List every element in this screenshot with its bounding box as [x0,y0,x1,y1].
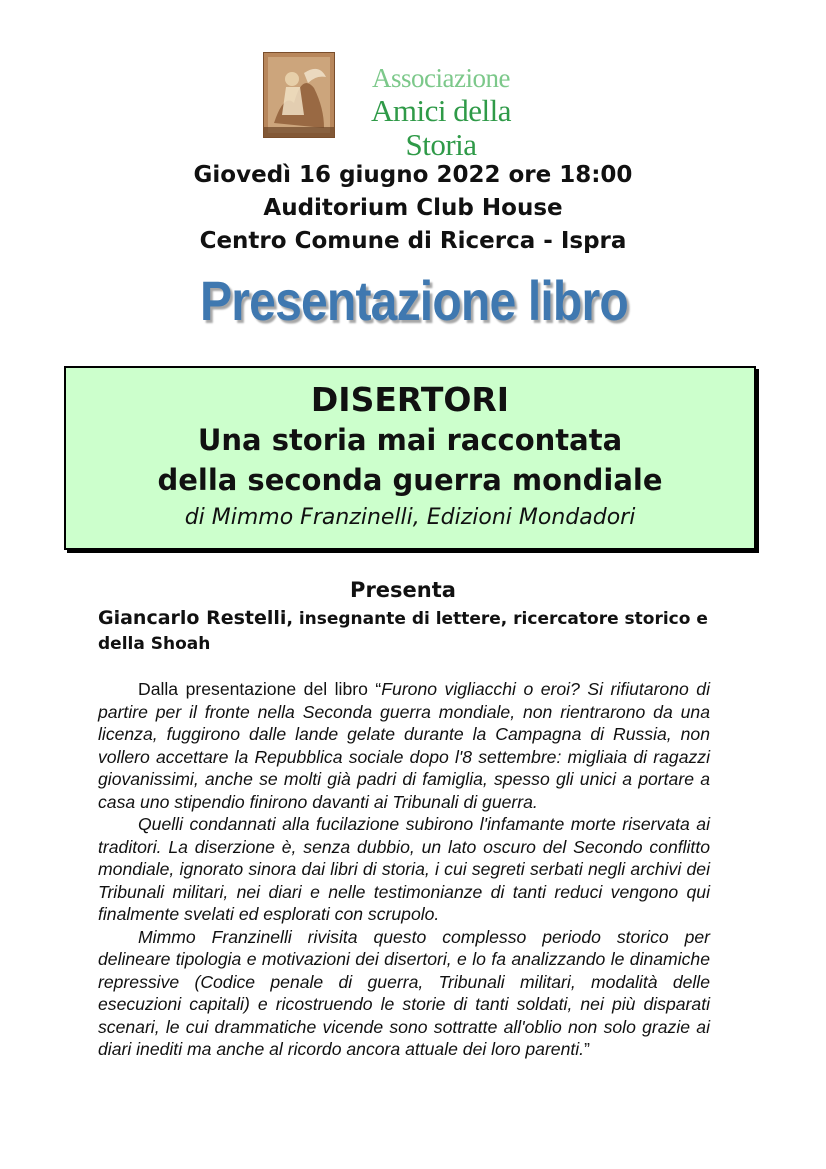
description-paragraph-2: Quelli condannati alla fucilazione subirono l'infamante morte riservata ai traditori. La diserzione è, senza dubbio, un lato oscuro del Secondo conflitto mondiale, ignorato sinora dai libri di storia, i cui segreti serbati negli archivi dei Tribunali militari, nei diari e nelle testimonianze di tanti reduci vengono qui finalmente svelati ed esplorati con scrupolo. [98,814,710,924]
description-paragraph-1 [98,678,710,813]
speaker-role: , insegnante di lettere, ricercatore storico e della Shoah [98,609,708,654]
logo-line-association: Associazione [372,63,510,93]
book-description [98,678,710,1061]
association-logo [338,62,544,162]
book-author: di Mimmo Franzinelli, Edizioni Mondadori [184,505,636,530]
headline: Presentazione libro [200,269,628,332]
speaker-name: Giancarlo Restelli [98,607,287,629]
speaker-info [98,606,718,657]
event-place: Auditorium Club House [263,195,563,221]
logo-line-name: Amici della Storia [371,93,511,162]
presenta-label: Presenta [350,578,456,602]
book-title: DISERTORI [310,380,510,419]
description-lead: Dalla presentazione del libro “ [138,679,382,699]
description-quote: Furono vigliacchi o eroi? Si rifiutarono di partire per il fronte nella Seconda guerra mondiale, non rientrarono da una licenza, fuggirono dalle lande gelate durante la Campagna di Russia, non vollero accettare la Repubblica sociale dopo l'8 settembre: migliaia di ragazzi giovanissimi, anche se molti già padri di famiglia, spesso gli unici a portare a casa uno stipendio finirono davanti ai Tribunali di guerra. [98,679,710,812]
book-info-box [64,366,756,550]
event-venue: Centro Comune di Ricerca - Ispra [199,228,627,254]
book-subtitle-line2: della seconda guerra mondiale [157,463,663,497]
event-date: Giovedì 16 giugno 2022 ore 18:00 [193,162,633,188]
logo-painting-icon [263,52,335,138]
description-paragraph-3 [98,926,710,1061]
description-close-quote: ” [584,1039,590,1059]
book-subtitle-line1: Una storia mai raccontata [197,423,623,457]
description-paragraph-3-text: Mimmo Franzinelli rivisita questo complesso periodo storico per delineare tipologia e motivazioni dei disertori, e lo fa analizzando le dinamiche repressive (Codice penale di guerra, Tribunali militari, modalità delle esecuzioni capitali) e ricostruendo le storie di tanti soldati, nei più disparati scenari, le cui drammatiche vicende sono sottratte all'oblio non solo grazie ai diari inediti ma anche al ricordo ancora attuale dei loro parenti. [98,926,710,1059]
